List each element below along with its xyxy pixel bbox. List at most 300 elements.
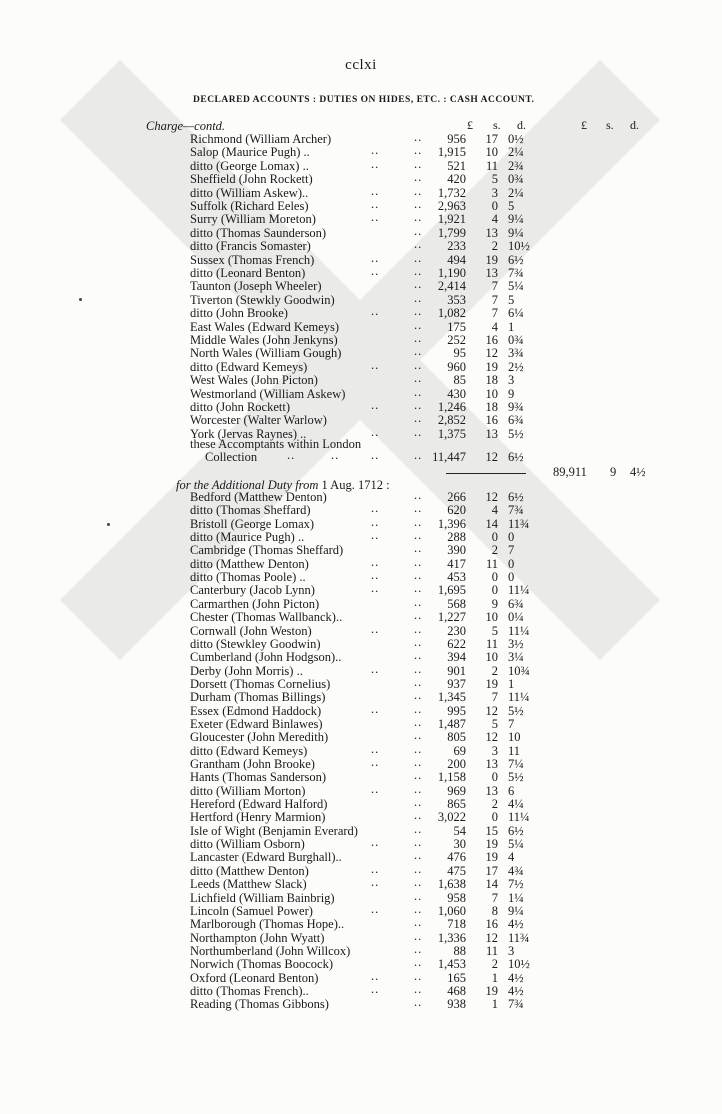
amount-pounds: 95 bbox=[453, 346, 466, 361]
amount-pounds: 1,336 bbox=[437, 930, 466, 945]
ledger-row bbox=[190, 995, 524, 1012]
amount-pounds: 995 bbox=[447, 703, 466, 718]
margin-mark bbox=[79, 298, 82, 301]
leader-dots: .. bbox=[414, 568, 423, 583]
amount-shillings: 4 bbox=[491, 212, 498, 227]
ledger-row bbox=[190, 808, 530, 825]
leader-dots: .. bbox=[371, 901, 380, 916]
ledger-row bbox=[190, 901, 524, 918]
account-name: Worcester (Walter Warlow) bbox=[190, 413, 327, 428]
ledger-row bbox=[190, 250, 524, 267]
amount-shillings: 0 bbox=[491, 770, 498, 785]
leader-dots: .. bbox=[371, 554, 380, 569]
leader-dots: .. bbox=[371, 424, 380, 439]
amount-pence: 11¼ bbox=[508, 583, 530, 598]
running-head: DECLARED ACCOUNTS : DUTIES ON HIDES, ETC. : CASH ACCOUNT. bbox=[193, 95, 535, 105]
ledger-row bbox=[190, 130, 524, 146]
leader-dots: .. bbox=[414, 621, 423, 636]
account-name: Chester (Thomas Wallbanck).. bbox=[190, 610, 343, 625]
leader-dots: .. bbox=[371, 755, 380, 769]
ledger-row bbox=[190, 237, 530, 254]
amount-pence: 10½ bbox=[508, 957, 530, 972]
amount-shillings: 19 bbox=[485, 359, 498, 374]
account-name: Cornwall (John Weston) bbox=[190, 623, 312, 638]
amount-pounds: 88 bbox=[453, 943, 466, 958]
london-line-2: Collection bbox=[205, 450, 258, 464]
amount-pence: 4¾ bbox=[508, 863, 524, 878]
ledger-row bbox=[190, 928, 530, 945]
leader-dots: .. bbox=[414, 875, 423, 890]
account-name: Richmond (William Archer) bbox=[190, 132, 332, 146]
account-name: Norwich (Thomas Boocock) bbox=[190, 957, 334, 972]
amount-shillings: 18 bbox=[485, 373, 498, 388]
amount-pence: 4¼ bbox=[508, 797, 524, 812]
leader-dots: .. bbox=[371, 701, 380, 716]
amount-pounds: 1,190 bbox=[437, 266, 466, 280]
leader-dots: .. bbox=[414, 250, 423, 265]
leader-dots: .. bbox=[414, 701, 423, 716]
account-name: Derby (John Morris) .. bbox=[190, 663, 303, 678]
amount-pence: 7¾ bbox=[508, 266, 524, 280]
amount-shillings: 5 bbox=[491, 172, 498, 187]
leader-dots: .. bbox=[414, 941, 423, 956]
account-name: West Wales (John Picton) bbox=[190, 373, 318, 388]
leader-dots: .. bbox=[414, 488, 423, 502]
account-name: ditto (Thomas Sheffard) bbox=[190, 503, 311, 518]
amount-pounds: 1,396 bbox=[437, 516, 466, 531]
leader-dots: .. bbox=[371, 661, 380, 676]
amount-pounds: 233 bbox=[447, 239, 466, 254]
amount-pounds: 1,453 bbox=[437, 957, 466, 972]
amount-pounds: 901 bbox=[447, 663, 466, 678]
ledger-row bbox=[190, 875, 524, 892]
amount-pounds: 1,375 bbox=[437, 426, 466, 441]
amount-pounds: 468 bbox=[447, 983, 466, 998]
leader-dots: .. bbox=[414, 156, 423, 171]
account-name: ditto (Edward Kemeys) bbox=[190, 359, 308, 374]
amount-shillings: 9 bbox=[491, 596, 498, 611]
account-name: Reading (Thomas Gibbons) bbox=[190, 997, 329, 1012]
leader-dots: .. bbox=[371, 621, 380, 636]
account-name: Essex (Edmond Haddock) bbox=[190, 703, 322, 718]
amount-shillings: 2 bbox=[491, 663, 498, 678]
amount-shillings: 2 bbox=[491, 239, 498, 254]
amount-pounds: 622 bbox=[447, 636, 466, 651]
leader-dots: .. bbox=[414, 741, 423, 756]
account-name: ditto (John Rockett) bbox=[190, 400, 290, 414]
amount-pounds: 230 bbox=[447, 623, 466, 638]
leader-dots: .. bbox=[414, 995, 423, 1010]
account-name: Salop (Maurice Pugh) .. bbox=[190, 145, 310, 160]
leader-dots: .. bbox=[371, 741, 380, 756]
amount-shillings: 1 bbox=[491, 997, 498, 1012]
grand-total-pence: 4½ bbox=[630, 465, 646, 479]
account-name: York (Jervas Raynes) .. bbox=[190, 426, 307, 441]
account-name: ditto (William Askew).. bbox=[190, 185, 309, 200]
amount-pence: 7¼ bbox=[508, 757, 524, 771]
amount-shillings: 0 bbox=[491, 583, 498, 598]
ledger-row bbox=[190, 331, 524, 347]
account-name: ditto (Thomas Poole) .. bbox=[190, 570, 306, 585]
account-name: Exeter (Edward Binlawes) bbox=[190, 716, 323, 731]
amount-pence: 4½ bbox=[508, 917, 524, 932]
amount-pence: 5½ bbox=[508, 426, 524, 441]
amount-shillings: 10 bbox=[485, 610, 498, 625]
amount-pence: 3¾ bbox=[508, 346, 524, 361]
amount-pounds: 394 bbox=[447, 650, 466, 665]
amount-shillings: 19 bbox=[485, 983, 498, 998]
account-name: Sussex (Thomas French) bbox=[190, 252, 315, 267]
amount-shillings: 12 bbox=[485, 346, 498, 361]
ledger-row bbox=[190, 371, 520, 388]
amount-shillings: 1 bbox=[491, 970, 498, 985]
leader-dots: .. bbox=[414, 277, 423, 292]
amount-pence: 10¾ bbox=[508, 663, 530, 678]
account-name: Westmorland (William Askew) bbox=[190, 386, 346, 401]
leader-dots: .. bbox=[371, 968, 380, 983]
account-name: ditto (John Brooke) bbox=[190, 306, 288, 321]
amount-pence: 5½ bbox=[508, 770, 524, 785]
amount-shillings: 2 bbox=[491, 543, 498, 558]
grand-total-shillings: 9 bbox=[610, 465, 617, 479]
grand-total-pounds: 89,911 bbox=[553, 465, 587, 479]
amount-shillings: 11 bbox=[485, 158, 498, 173]
account-name: Surry (William Moreton) bbox=[190, 212, 316, 227]
account-name: Sheffield (John Rockett) bbox=[190, 172, 313, 187]
account-name: North Wales (William Gough) bbox=[190, 346, 342, 361]
london-total-pounds: 11,447 bbox=[432, 450, 466, 464]
amount-pounds: 1,915 bbox=[437, 145, 466, 160]
leader-dots: .. bbox=[371, 250, 380, 265]
account-name: Bedford (Matthew Denton) bbox=[190, 490, 327, 504]
ledger-row bbox=[190, 648, 524, 665]
amount-shillings: 13 bbox=[485, 266, 498, 280]
account-name: ditto (Thomas French).. bbox=[190, 983, 309, 998]
amount-shillings: 10 bbox=[485, 650, 498, 665]
leader-dots: .. bbox=[371, 981, 380, 996]
leader-dots: .. bbox=[414, 608, 423, 623]
amount-pounds: 1,082 bbox=[437, 306, 466, 321]
leader-dots: .. bbox=[414, 183, 423, 198]
amount-pounds: 568 bbox=[447, 596, 466, 611]
amount-shillings: 16 bbox=[485, 413, 498, 428]
amount-pence: 0 bbox=[508, 556, 515, 571]
account-name: Northampton (John Wyatt) bbox=[190, 930, 325, 945]
amount-shillings: 2 bbox=[491, 957, 498, 972]
amount-pence: 7½ bbox=[508, 877, 524, 892]
leader-dots: .. bbox=[371, 210, 380, 225]
amount-pounds: 1,158 bbox=[437, 770, 466, 785]
leader-dots: .. bbox=[414, 197, 423, 211]
amount-pence: 4½ bbox=[508, 970, 524, 985]
amount-pence: 0¼ bbox=[508, 610, 524, 625]
col-shillings-right: s. bbox=[606, 118, 614, 132]
leader-dots: .. bbox=[414, 143, 423, 158]
amount-pence: 6¼ bbox=[508, 306, 524, 321]
amount-pounds: 430 bbox=[447, 386, 466, 401]
amount-pence: 3¼ bbox=[508, 650, 524, 665]
amount-pounds: 865 bbox=[447, 797, 466, 812]
amount-pounds: 175 bbox=[447, 319, 466, 334]
ledger-row bbox=[190, 915, 524, 932]
ledger-row bbox=[190, 701, 524, 718]
leader-dots: .. bbox=[371, 781, 380, 796]
account-name: Middle Wales (John Jenkyns) bbox=[190, 333, 338, 347]
leader-dots: .. bbox=[414, 237, 423, 252]
amount-pence: 3 bbox=[508, 943, 515, 958]
amount-pence: 0 bbox=[508, 530, 515, 545]
amount-pounds: 718 bbox=[447, 917, 466, 932]
ledger-row bbox=[190, 594, 524, 611]
amount-pence: 0¾ bbox=[508, 333, 524, 347]
leader-dots: .. bbox=[414, 317, 423, 332]
amount-pounds: 937 bbox=[447, 676, 466, 691]
amount-pence: 6½ bbox=[508, 823, 524, 838]
leader-dots: .. bbox=[371, 514, 380, 529]
account-name: Lichfield (William Bainbrig) bbox=[190, 890, 335, 905]
margin-mark bbox=[107, 523, 110, 526]
leader-dots: .. bbox=[414, 344, 423, 359]
ledger-row bbox=[190, 290, 520, 307]
london-total-shillings: 12 bbox=[485, 450, 498, 464]
leader-dots: .. bbox=[414, 398, 423, 412]
ledger-row bbox=[190, 223, 524, 240]
ledger-row bbox=[190, 277, 524, 294]
amount-pounds: 85 bbox=[453, 373, 466, 388]
amount-pence: 9¾ bbox=[508, 400, 524, 414]
leader-dots: .. bbox=[414, 861, 423, 876]
leader-dots: .. bbox=[414, 781, 423, 796]
amount-pence: 10½ bbox=[508, 239, 530, 254]
amount-shillings: 11 bbox=[485, 943, 498, 958]
leader-dots: .. bbox=[414, 130, 423, 144]
leader-dots: .. bbox=[414, 821, 423, 836]
amount-pence: 11¾ bbox=[508, 516, 530, 531]
amount-pence: 5¼ bbox=[508, 279, 524, 294]
account-name: Durham (Thomas Billings) bbox=[190, 690, 326, 705]
amount-shillings: 12 bbox=[485, 730, 498, 745]
ledger-row bbox=[190, 741, 521, 758]
amount-pounds: 1,921 bbox=[437, 212, 466, 227]
amount-pence: 7 bbox=[508, 543, 515, 558]
account-name: ditto (William Morton) bbox=[190, 783, 306, 798]
leader-dots: .. bbox=[371, 861, 380, 876]
amount-shillings: 8 bbox=[491, 903, 498, 918]
account-name: Grantham (John Brooke) bbox=[190, 757, 315, 771]
account-name: Bristoll (George Lomax) bbox=[190, 516, 315, 531]
ledger-row bbox=[190, 197, 520, 213]
amount-shillings: 3 bbox=[491, 185, 498, 200]
amount-pence: 5¼ bbox=[508, 837, 524, 852]
ledger-row bbox=[190, 398, 524, 414]
account-name: Northumberland (John Willcox) bbox=[190, 943, 351, 958]
leader-dots: .. bbox=[414, 915, 423, 930]
amount-pounds: 476 bbox=[447, 850, 466, 865]
leader-dots: .. bbox=[414, 411, 423, 426]
col-pounds-right: £ bbox=[581, 118, 587, 132]
ledger-row bbox=[190, 755, 524, 771]
amount-pounds: 620 bbox=[447, 503, 466, 518]
amount-shillings: 19 bbox=[485, 676, 498, 691]
ledger-row bbox=[190, 304, 524, 321]
amount-pence: 5 bbox=[508, 199, 515, 213]
amount-pence: 2¼ bbox=[508, 185, 524, 200]
amount-shillings: 16 bbox=[485, 333, 498, 347]
leader-dots: .. bbox=[414, 514, 423, 529]
leader-dots: .. bbox=[414, 981, 423, 996]
amount-shillings: 19 bbox=[485, 837, 498, 852]
leader-dots: .. bbox=[414, 808, 423, 823]
ledger-row bbox=[190, 714, 520, 731]
amount-shillings: 10 bbox=[485, 386, 498, 401]
leader-dots: .. bbox=[414, 968, 423, 983]
ledger-row bbox=[190, 795, 524, 812]
leader-dots: .. bbox=[414, 594, 423, 609]
amount-pounds: 288 bbox=[447, 530, 466, 545]
account-name: Isle of Wight (Benjamin Everard) bbox=[190, 823, 358, 838]
ledger-row bbox=[190, 357, 524, 374]
ledger-row bbox=[190, 941, 520, 958]
amount-pence: 1 bbox=[508, 676, 515, 691]
london-total-row: Collection .. .. .. .. 11,447 12 6½ bbox=[205, 448, 524, 464]
amount-pounds: 2,852 bbox=[437, 413, 466, 428]
page-number: cclxi bbox=[345, 57, 377, 73]
account-name: Suffolk (Richard Eeles) bbox=[190, 199, 309, 213]
col-pence-right: d. bbox=[630, 118, 639, 132]
amount-pounds: 266 bbox=[447, 490, 466, 504]
total-rule bbox=[446, 473, 526, 474]
account-name: Dorsett (Thomas Cornelius) bbox=[190, 676, 331, 691]
leader-dots: .. bbox=[414, 755, 423, 769]
leader-dots: .. bbox=[371, 183, 380, 198]
leader-dots: .. bbox=[371, 568, 380, 583]
amount-shillings: 5 bbox=[491, 716, 498, 731]
leader-dots: .. bbox=[371, 304, 380, 319]
amount-pounds: 521 bbox=[447, 158, 466, 173]
amount-pounds: 390 bbox=[447, 543, 466, 558]
ledger-row bbox=[190, 344, 524, 361]
col-pounds-left: £ bbox=[467, 118, 473, 132]
ledger-row bbox=[190, 968, 524, 985]
leader-dots: .. bbox=[414, 795, 423, 810]
leader-dots: .. bbox=[414, 688, 423, 703]
amount-pence: 11¾ bbox=[508, 930, 530, 945]
amount-pounds: 1,227 bbox=[437, 610, 466, 625]
amount-shillings: 12 bbox=[485, 930, 498, 945]
ledger-row bbox=[190, 384, 520, 401]
amount-pence: 3½ bbox=[508, 636, 524, 651]
ledger-row bbox=[190, 888, 524, 905]
amount-pence: 6 bbox=[508, 783, 515, 798]
account-name: Taunton (Joseph Wheeler) bbox=[190, 279, 322, 294]
account-name: Marlborough (Thomas Hope).. bbox=[190, 917, 345, 932]
ledger-row bbox=[190, 981, 524, 998]
leader-dots: .. bbox=[414, 528, 423, 543]
amount-pounds: 2,414 bbox=[437, 279, 466, 294]
amount-shillings: 13 bbox=[485, 783, 498, 798]
amount-pence: 7¾ bbox=[508, 997, 524, 1012]
leader-dots: .. bbox=[414, 384, 423, 399]
leader-dots: .. bbox=[414, 835, 423, 850]
additional-duty-label: for the Additional Duty from 1 Aug. 1712 : bbox=[176, 478, 390, 492]
amount-pence: 7¾ bbox=[508, 503, 524, 518]
leader-dots: .. bbox=[414, 541, 423, 556]
amount-pence: 1 bbox=[508, 319, 515, 334]
ledger-row bbox=[190, 674, 520, 691]
amount-pounds: 969 bbox=[447, 783, 466, 798]
leader-dots: .. bbox=[414, 728, 423, 743]
leader-dots: .. bbox=[414, 371, 423, 386]
amount-shillings: 13 bbox=[485, 225, 498, 240]
ledger-row bbox=[190, 514, 530, 531]
leader-dots: .. bbox=[414, 331, 423, 345]
account-name: Carmarthen (John Picton) bbox=[190, 596, 320, 611]
account-name: ditto (Stewkley Goodwin) bbox=[190, 636, 321, 651]
account-name: ditto (Edward Kemeys) bbox=[190, 743, 308, 758]
ledger-row bbox=[190, 861, 524, 878]
amount-pounds: 353 bbox=[447, 292, 466, 307]
amount-shillings: 0 bbox=[491, 199, 498, 213]
amount-shillings: 12 bbox=[485, 490, 498, 504]
account-name: Lancaster (Edward Burghall).. bbox=[190, 850, 342, 865]
amount-pounds: 3,022 bbox=[437, 810, 466, 825]
leader-dots: .. bbox=[414, 170, 423, 185]
account-name: Canterbury (Jacob Lynn) bbox=[190, 583, 315, 598]
amount-shillings: 7 bbox=[491, 279, 498, 294]
amount-pence: 6½ bbox=[508, 490, 524, 504]
leader-dots: .. bbox=[371, 501, 380, 516]
ledger-row bbox=[190, 581, 530, 598]
ledger-row bbox=[190, 568, 520, 585]
amount-pence: 7 bbox=[508, 716, 515, 731]
amount-pence: 3 bbox=[508, 373, 515, 388]
leader-dots: .. bbox=[414, 714, 423, 729]
amount-pounds: 200 bbox=[447, 757, 466, 771]
ledger-row bbox=[190, 768, 524, 785]
leader-dots: .. bbox=[371, 528, 380, 543]
amount-pence: 11¼ bbox=[508, 623, 530, 638]
amount-shillings: 11 bbox=[485, 636, 498, 651]
amount-shillings: 13 bbox=[485, 426, 498, 441]
amount-pence: 0¾ bbox=[508, 172, 524, 187]
amount-pounds: 938 bbox=[447, 997, 466, 1012]
leader-dots: .. bbox=[414, 357, 423, 372]
amount-shillings: 14 bbox=[485, 516, 498, 531]
amount-pounds: 960 bbox=[447, 359, 466, 374]
amount-pounds: 1,487 bbox=[437, 716, 466, 731]
charge-label: Charge—contd. bbox=[146, 119, 226, 133]
london-line-1: these Accomptants within London bbox=[190, 437, 362, 451]
amount-pounds: 420 bbox=[447, 172, 466, 187]
account-name: Lincoln (Samuel Power) bbox=[190, 903, 313, 918]
amount-pounds: 805 bbox=[447, 730, 466, 745]
leader-dots: .. bbox=[371, 264, 380, 278]
ledger-row bbox=[190, 488, 524, 504]
amount-pence: 0½ bbox=[508, 132, 524, 146]
account-name: ditto (Leonard Benton) bbox=[190, 266, 306, 280]
amount-pence: 9¼ bbox=[508, 903, 524, 918]
leader-dots: .. bbox=[414, 304, 423, 319]
ledger-row bbox=[190, 528, 520, 545]
amount-shillings: 5 bbox=[491, 623, 498, 638]
account-name: Tiverton (Stewkly Goodwin) bbox=[190, 292, 335, 307]
amount-pence: 11¼ bbox=[508, 690, 530, 705]
account-name: ditto (Maurice Pugh) .. bbox=[190, 530, 305, 545]
leader-dots: .. bbox=[414, 210, 423, 225]
amount-shillings: 18 bbox=[485, 400, 498, 414]
leader-dots: .. bbox=[414, 264, 423, 278]
amount-pence: 4½ bbox=[508, 983, 524, 998]
